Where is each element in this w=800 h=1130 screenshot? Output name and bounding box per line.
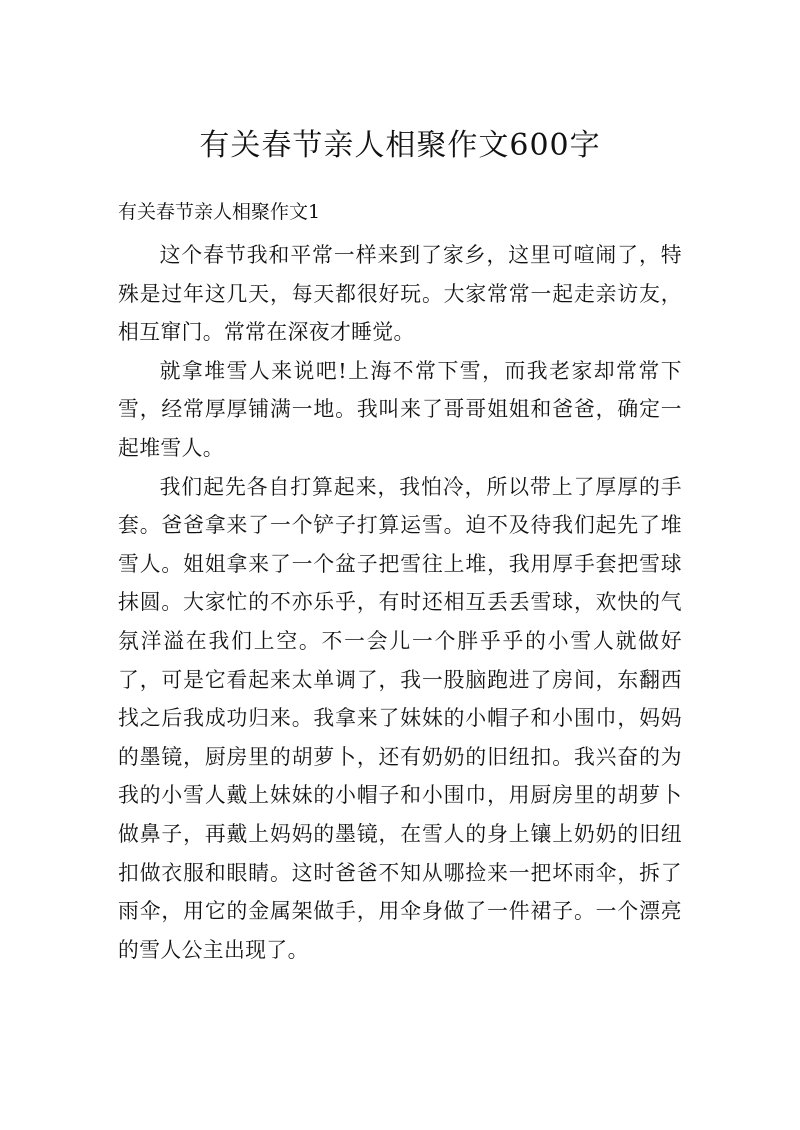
- document-title: 有关春节亲人相聚作文600字: [199, 128, 601, 163]
- essay-paragraph-3: 我们起先各自打算起来，我怕冷，所以带上了厚厚的手套。爸爸拿来了一个铲子打算运雪。迫不及待我们起先了堆雪人。姐姐拿来了一个盆子把雪往上堆，我用厚手套把雪球抹圆。大家忙的不亦乐乎，有时还相互丢丢雪球，欢快的气氛洋溢在我们上空。不一会儿一个胖乎乎的小雪人就做好了，可是它看起来太单调了，我一股脑跑进了房间，东翻西找之后我成功归来。我拿来了妹妹的小帽子和小围巾，妈妈的墨镜，厨房里的胡萝卜，还有奶奶的旧纽扣。我兴奋的为我的小雪人戴上妹妹的小帽子和小围巾，用厨房里的胡萝卜做鼻子，再戴上妈妈的墨镜，在雪人的身上镶上奶奶的旧纽扣做衣服和眼睛。这时爸爸不知从哪捡来一把坏雨伞，拆了雨伞，用它的金属架做手，用伞身做了一件裙子。一个漂亮的雪人公主出现了。: [118, 474, 682, 962]
- essay-paragraph-2: 就拿堆雪人来说吧!上海不常下雪，而我老家却常常下雪，经常厚厚铺满一地。我叫来了哥哥姐姐和爸爸，确定一起堆雪人。: [118, 358, 682, 460]
- essay-body: [118, 236, 682, 969]
- essay-paragraph-1: 这个春节我和平常一样来到了家乡，这里可喧闹了，特殊是过年这几天，每天都很好玩。大家常常一起走亲访友，相互窜门。常常在深夜才睡觉。: [118, 243, 682, 345]
- essay-subtitle: 有关春节亲人相聚作文1: [118, 201, 321, 223]
